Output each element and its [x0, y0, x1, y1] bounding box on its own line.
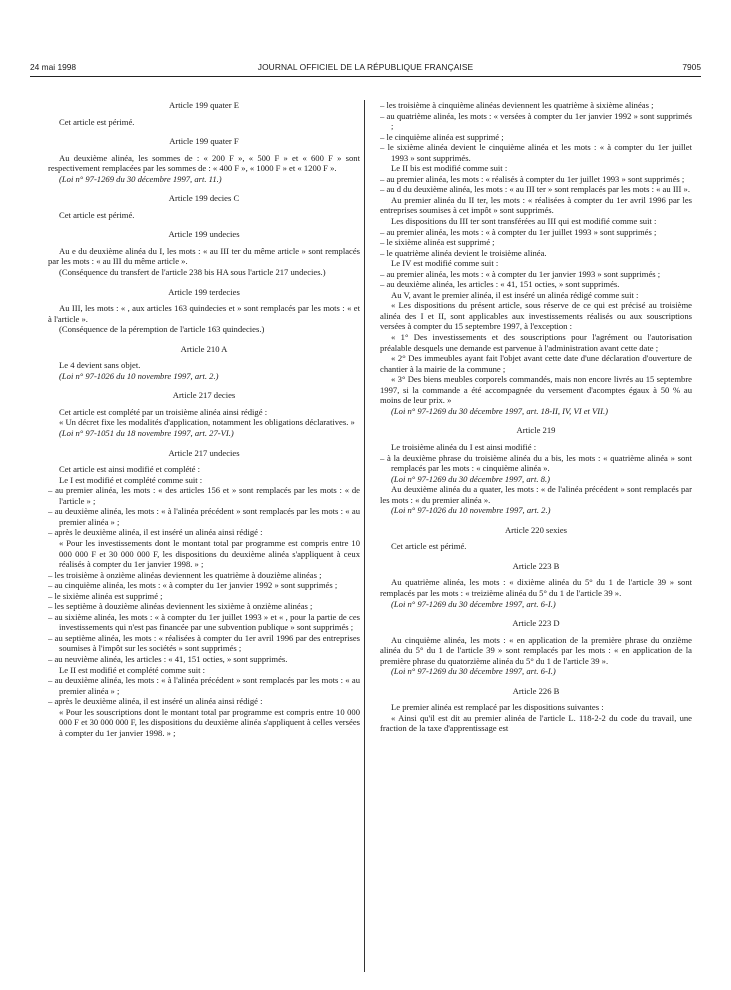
- article-heading: Article 220 sexies: [504, 524, 568, 535]
- article-heading: Article 217 decies: [172, 390, 236, 401]
- paragraph: « 2° Des immeubles ayant fait l'objet avant cette date d'une déclaration d'ouverture de chantier à la mairie de la commune ;: [380, 353, 692, 374]
- paragraph: Au V, avant le premier alinéa, il est inséré un alinéa rédigé comme suit :: [391, 289, 639, 300]
- legal-reference: (Loi n° 97-1269 du 30 décembre 1997, art. 18-II, IV, VI et VII.): [391, 405, 609, 416]
- paragraph: Au quatrième alinéa, les mots : « dixième alinéa du 5° du 1 de l'article 39 » sont remplacés par les mots : « treizième alinéa du 5° du 1 de l'article 39 ».: [380, 577, 692, 598]
- list-item: – au sixième alinéa, les mots : « à compter du 1er juillet 1993 » et « , pour la partie de ces investissements qui n'est pas financée par une subvention publique » sont supprimés ;: [48, 611, 360, 633]
- column-divider: [364, 100, 365, 972]
- legal-reference: (Loi n° 97-1269 du 30 décembre 1997, art. 6-I.): [391, 598, 556, 609]
- paragraph: Le I est modifié et complété comme suit :: [59, 474, 203, 485]
- article-heading: Article 226 B: [512, 685, 560, 696]
- article-heading: Article 199 quater E: [169, 100, 239, 110]
- list-item: – après le deuxième alinéa, il est inséré un alinéa ainsi rédigé :: [48, 527, 263, 538]
- paragraph: Au deuxième alinéa, les sommes de : « 200 F », « 500 F » et « 600 F » sont respectivement remplacées par les sommes de : « 400 F », « 1000 F » et « 1200 F ».: [48, 152, 360, 174]
- list-item: – le sixième alinéa est supprimé ;: [380, 237, 495, 248]
- paragraph: Le IV est modifié comme suit :: [391, 258, 499, 269]
- list-item: – le sixième alinéa devient le cinquième alinéa et les mots : « à compter du 1er juillet 1993 » sont supprimés.: [380, 142, 692, 163]
- paragraph: Le II bis est modifié comme suit :: [391, 163, 508, 174]
- paragraph: Les dispositions du III ter sont transférées au III qui est modifié comme suit :: [391, 216, 657, 227]
- paragraph: « Ainsi qu'il est dit au premier alinéa de l'article L. 118-2-2 du code du travail, une fraction de la taxe d'apprentissage est: [380, 712, 692, 734]
- paragraph: Au III, les mots : « , aux articles 163 quindecies et » sont remplacés par les mots : « et à l'article ».: [48, 303, 360, 324]
- article-heading: Article 219: [516, 425, 556, 436]
- paragraph: Cet article est complété par un troisième alinéa ainsi rédigé :: [59, 406, 268, 417]
- article-heading: Article 217 undecies: [168, 447, 240, 458]
- list-item: – au cinquième alinéa, les mots : « à compter du 1er janvier 1992 » sont supprimés ;: [48, 580, 338, 591]
- list-item: – à la deuxième phrase du troisième alinéa du a bis, les mots : « quatrième alinéa » sont remplacés par les mots : « cinquième alinéa ».: [380, 452, 692, 474]
- paragraph: Le premier alinéa est remplacé par les dispositions suivantes :: [391, 702, 604, 713]
- paragraph: « 1° Des investissements et des souscriptions pour l'agrément ou l'autorisation préalable desquels une demande est parvenue à l'administration avant cette date ;: [380, 332, 692, 353]
- legal-reference: (Loi n° 97-1051 du 18 novembre 1997, art. 27-VI.): [59, 428, 234, 439]
- article-heading: Article 199 quater F: [169, 136, 239, 147]
- paragraph: Le 4 devient sans objet.: [59, 360, 141, 371]
- list-item: – les troisième à onzième alinéas deviennent les quatrième à douzième alinéas ;: [48, 569, 322, 580]
- quoted-paragraph: « Pour les souscriptions dont le montant total par programme est compris entre 10 000 000 F et 30 000 000 F, les dispositions du deuxième alinéa s'appliquent à celles versées à compter du 1er janvier 1998. » ;: [59, 706, 360, 738]
- paragraph: Le II est modifié et complété comme suit :: [59, 664, 206, 675]
- list-item: – au neuvième alinéa, les articles : « 41, 151 octies, » sont supprimés.: [48, 653, 288, 664]
- paragraph: Cet article est périmé.: [59, 116, 135, 127]
- list-item: – au septième alinéa, les mots : « réalisées à compter du 1er avril 1996 par des entreprises soumises à l'impôt sur les sociétés » sont supprimés ;: [48, 632, 360, 654]
- list-item: – au premier alinéa, les mots : « à compter du 1er janvier 1993 » sont supprimés ;: [380, 268, 661, 279]
- paragraph: Au cinquième alinéa, les mots : « en application de la première phrase du onzième alinéa du 5° du 1 de l'article 39 » sont remplacés par les mots : « en application de la première phrase du quatorzième alinéa du 5° du 1 de l'article 39 ».: [380, 634, 692, 666]
- paragraph: Au premier alinéa du II ter, les mots : « réalisées à compter du 1er avril 1996 par les entreprises soumises à cet impôt » sont supprimés.: [380, 194, 692, 216]
- list-item: – au d du deuxième alinéa, les mots : « au III ter » sont remplacés par les mots : « au III ».: [380, 184, 691, 195]
- paragraph: « Un décret fixe les modalités d'application, notamment les obligations déclaratives. »: [59, 417, 355, 428]
- paragraph: Au deuxième alinéa du a quater, les mots : « de l'alinéa précédent » sont remplacés par les mots : « du premier alinéa ».: [380, 484, 692, 505]
- list-item: – les troisième à cinquième alinéas deviennent les quatrième à sixième alinéas ;: [380, 100, 654, 110]
- paragraph: (Conséquence du transfert de l'article 238 bis HA sous l'article 217 undecies.): [59, 267, 326, 278]
- right-column: [380, 100, 692, 980]
- article-heading: Article 199 undecies: [168, 229, 240, 240]
- list-item: – le cinquième alinéa est supprimé ;: [380, 131, 504, 142]
- left-column: [48, 100, 360, 980]
- header-title: JOURNAL OFFICIEL DE LA RÉPUBLIQUE FRANÇAISE: [257, 62, 474, 72]
- article-heading: Article 223 D: [512, 618, 560, 629]
- legal-reference: (Loi n° 97-1026 du 10 novembre 1997, art. 2.): [391, 505, 551, 516]
- paragraph: Le troisième alinéa du I est ainsi modifié :: [391, 441, 537, 452]
- paragraph: (Conséquence de la péremption de l'article 163 quindecies.): [59, 324, 265, 335]
- list-item: – au premier alinéa, les mots : « réalisés à compter du 1er juillet 1993 » sont supprimés ;: [380, 173, 685, 184]
- page-header: [30, 62, 701, 74]
- article-heading: Article 223 B: [512, 560, 560, 571]
- list-item: – au premier alinéa, les mots : « des articles 156 et » sont remplacés par les mots : « de l'article » ;: [48, 485, 360, 506]
- header-rule: [30, 76, 701, 77]
- paragraph: Cet article est périmé.: [59, 209, 135, 220]
- paragraph: « 3° Des biens meubles corporels commandés, mais non encore livrés au 15 septembre 1997, si la commande a été accompagnée du versement d'acomptes égaux à 50 % au moins de leur prix. »: [380, 374, 692, 406]
- list-item: – le quatrième alinéa devient le troisième alinéa.: [380, 247, 547, 258]
- header-date: 24 mai 1998: [30, 62, 77, 72]
- list-item: – le sixième alinéa est supprimé ;: [48, 590, 163, 601]
- article-heading: Article 199 terdecies: [168, 286, 240, 297]
- list-item: – au deuxième alinéa, les articles : « 41, 151 octies, » sont supprimés.: [380, 279, 620, 290]
- list-item: – au premier alinéa, les mots : « à compter du 1er juillet 1993 » sont supprimés ;: [380, 226, 657, 237]
- list-item: – au deuxième alinéa, les mots : « à l'alinéa précédent » sont remplacés par les mots : « au premier alinéa » ;: [48, 506, 360, 527]
- list-item: – au deuxième alinéa, les mots : « à l'alinéa précédent » sont remplacés par les mots : « au premier alinéa » ;: [48, 675, 360, 696]
- legal-reference: (Loi n° 97-1269 du 30 décembre 1997, art. 6-I.): [391, 666, 556, 677]
- list-item: – les septième à douzième alinéas deviennent les sixième à onzième alinéas ;: [48, 601, 313, 612]
- paragraph: « Les dispositions du présent article, sous réserve de ce qui est précisé au troisième alinéa des I et II, sont applicables aux investissements réalisés ou aux souscriptions versées à compter du 15 septembre 1997, à l'exception :: [380, 300, 692, 332]
- list-item: – au quatrième alinéa, les mots : « versées à compter du 1er janvier 1992 » sont supprimés ;: [380, 110, 692, 132]
- paragraph: Au e du deuxième alinéa du I, les mots : « au III ter du même article » sont remplacés par les mots : « au III du même article ».: [48, 245, 360, 267]
- article-heading: Article 199 decies C: [168, 193, 240, 204]
- legal-reference: (Loi n° 97-1269 du 30 décembre 1997, art. 11.): [59, 173, 222, 184]
- legal-reference: (Loi n° 97-1269 du 30 décembre 1997, art. 8.): [391, 473, 550, 484]
- article-heading: Article 210 A: [180, 343, 228, 354]
- paragraph: Cet article est ainsi modifié et complété :: [59, 464, 201, 475]
- legal-reference: (Loi n° 97-1026 du 10 novembre 1997, art. 2.): [59, 370, 219, 381]
- header-page-number: 7905: [682, 62, 701, 72]
- paragraph: Cet article est périmé.: [391, 541, 467, 552]
- list-item: – après le deuxième alinéa, il est inséré un alinéa ainsi rédigé :: [48, 696, 263, 707]
- quoted-paragraph: « Pour les investissements dont le montant total par programme est compris entre 10 000 000 F et 30 000 000 F, les dispositions du deuxième alinéa s'appliquent à ceux réalisés à compter du 1er janvier 1998. » ;: [59, 537, 360, 570]
